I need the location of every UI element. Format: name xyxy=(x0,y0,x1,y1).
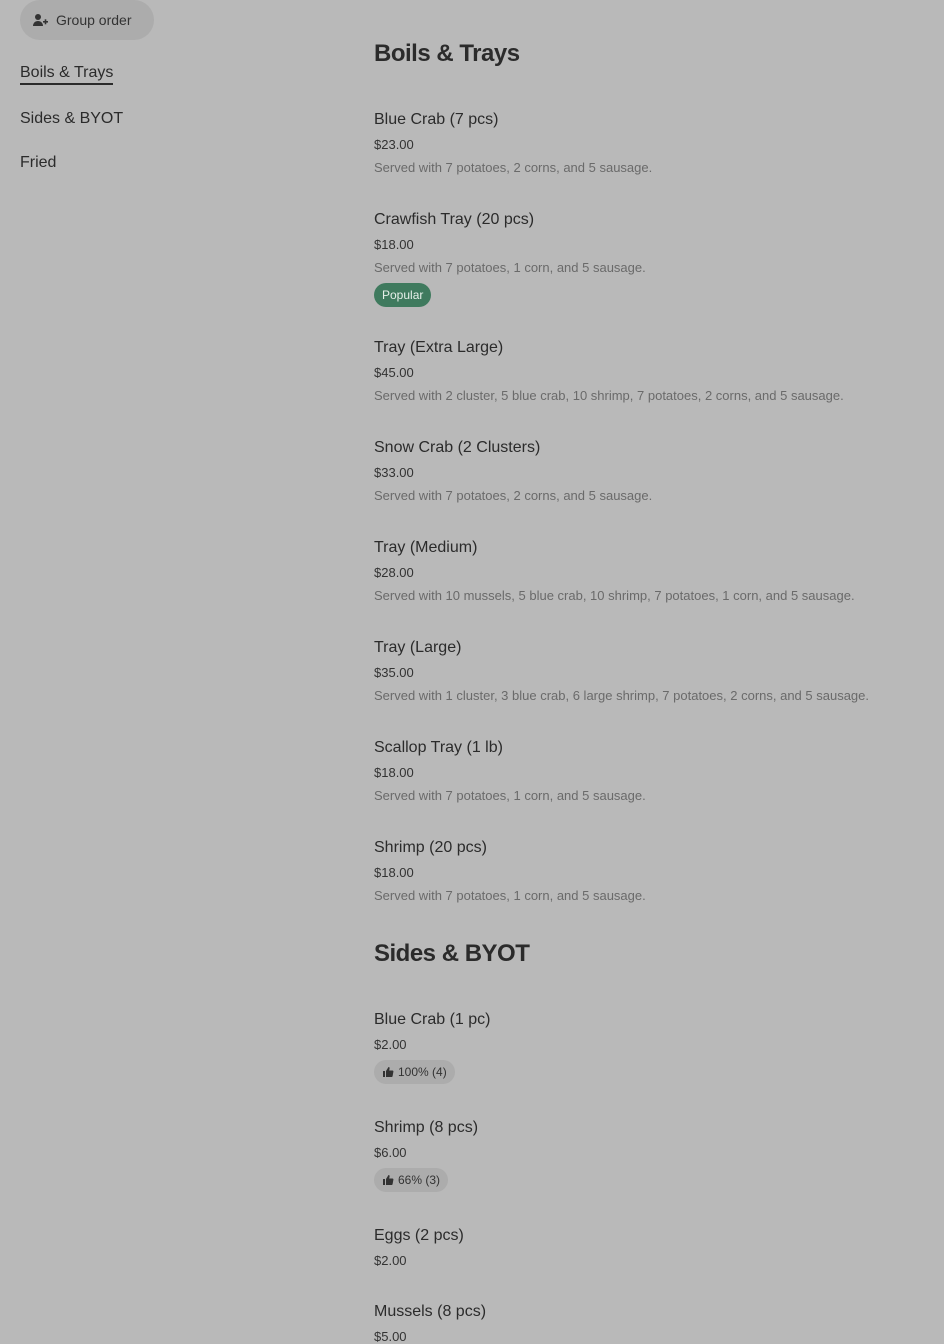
item-price: $2.00 xyxy=(374,1037,407,1052)
item-name: Blue Crab (1 pc) xyxy=(374,1011,491,1028)
item-price: $5.00 xyxy=(374,1329,407,1344)
item-name: Mussels (8 pcs) xyxy=(374,1303,487,1320)
person-add-icon xyxy=(32,12,48,28)
menu-item[interactable] xyxy=(374,439,934,503)
item-price: $18.00 xyxy=(374,765,414,780)
menu-item[interactable] xyxy=(374,1119,934,1192)
rating-badge xyxy=(374,1168,448,1192)
item-description: Served with 1 cluster, 3 blue crab, 6 large shrimp, 7 potatoes, 2 corns, and 5 sausage. xyxy=(374,688,870,703)
item-description: Served with 7 potatoes, 2 corns, and 5 sausage. xyxy=(374,160,653,175)
menu-item[interactable] xyxy=(374,339,934,403)
menu-item[interactable] xyxy=(374,1011,934,1084)
item-description: Served with 10 mussels, 5 blue crab, 10 shrimp, 7 potatoes, 1 corn, and 5 sausage. xyxy=(374,588,855,603)
thumbs-up-icon xyxy=(382,1174,394,1186)
item-price: $2.00 xyxy=(374,1253,407,1268)
item-price: $6.00 xyxy=(374,1145,407,1160)
popular-badge: Popular xyxy=(374,283,431,307)
item-description: Served with 7 potatoes, 1 corn, and 5 sausage. xyxy=(374,888,646,903)
item-description: Served with 7 potatoes, 2 corns, and 5 sausage. xyxy=(374,488,653,503)
item-name: Blue Crab (7 pcs) xyxy=(374,111,499,128)
menu-item[interactable] xyxy=(374,839,934,903)
menu-item[interactable] xyxy=(374,1303,934,1344)
item-description: Served with 7 potatoes, 1 corn, and 5 sausage. xyxy=(374,260,646,275)
item-price: $45.00 xyxy=(374,365,414,380)
menu-item[interactable] xyxy=(374,739,934,803)
item-price: $28.00 xyxy=(374,565,414,580)
rating-text: 100% (4) xyxy=(398,1065,447,1079)
item-price: $33.00 xyxy=(374,465,414,480)
nav-item-sides-byot[interactable]: Sides & BYOT xyxy=(20,110,124,127)
menu-item[interactable] xyxy=(374,111,934,175)
item-price: $35.00 xyxy=(374,665,414,680)
item-name: Shrimp (20 pcs) xyxy=(374,839,487,856)
item-price: $18.00 xyxy=(374,237,414,252)
section-title: Sides & BYOT xyxy=(374,940,530,967)
item-description: Served with 2 cluster, 5 blue crab, 10 shrimp, 7 potatoes, 2 corns, and 5 sausage. xyxy=(374,388,844,403)
group-order-button[interactable] xyxy=(20,0,154,40)
section-title: Boils & Trays xyxy=(374,40,520,67)
item-name: Scallop Tray (1 lb) xyxy=(374,739,503,756)
item-price: $23.00 xyxy=(374,137,414,152)
rating-text: 66% (3) xyxy=(398,1173,441,1187)
item-name: Snow Crab (2 Clusters) xyxy=(374,439,541,456)
menu-item[interactable] xyxy=(374,539,934,603)
item-name: Tray (Medium) xyxy=(374,539,478,556)
thumbs-up-icon xyxy=(382,1066,394,1078)
nav-item-boils-trays[interactable]: Boils & Trays xyxy=(20,64,113,85)
group-order-label: Group order xyxy=(56,12,132,28)
item-name: Tray (Large) xyxy=(374,639,462,656)
item-name: Shrimp (8 pcs) xyxy=(374,1119,479,1136)
item-description: Served with 7 potatoes, 1 corn, and 5 sausage. xyxy=(374,788,646,803)
nav-item-fried[interactable]: Fried xyxy=(20,154,57,171)
item-name: Tray (Extra Large) xyxy=(374,339,504,356)
item-name: Eggs (2 pcs) xyxy=(374,1227,464,1244)
menu-item[interactable] xyxy=(374,1227,934,1268)
menu-item[interactable] xyxy=(374,211,934,307)
rating-badge xyxy=(374,1060,455,1084)
menu-item[interactable] xyxy=(374,639,934,703)
item-name: Crawfish Tray (20 pcs) xyxy=(374,211,535,228)
item-price: $18.00 xyxy=(374,865,414,880)
